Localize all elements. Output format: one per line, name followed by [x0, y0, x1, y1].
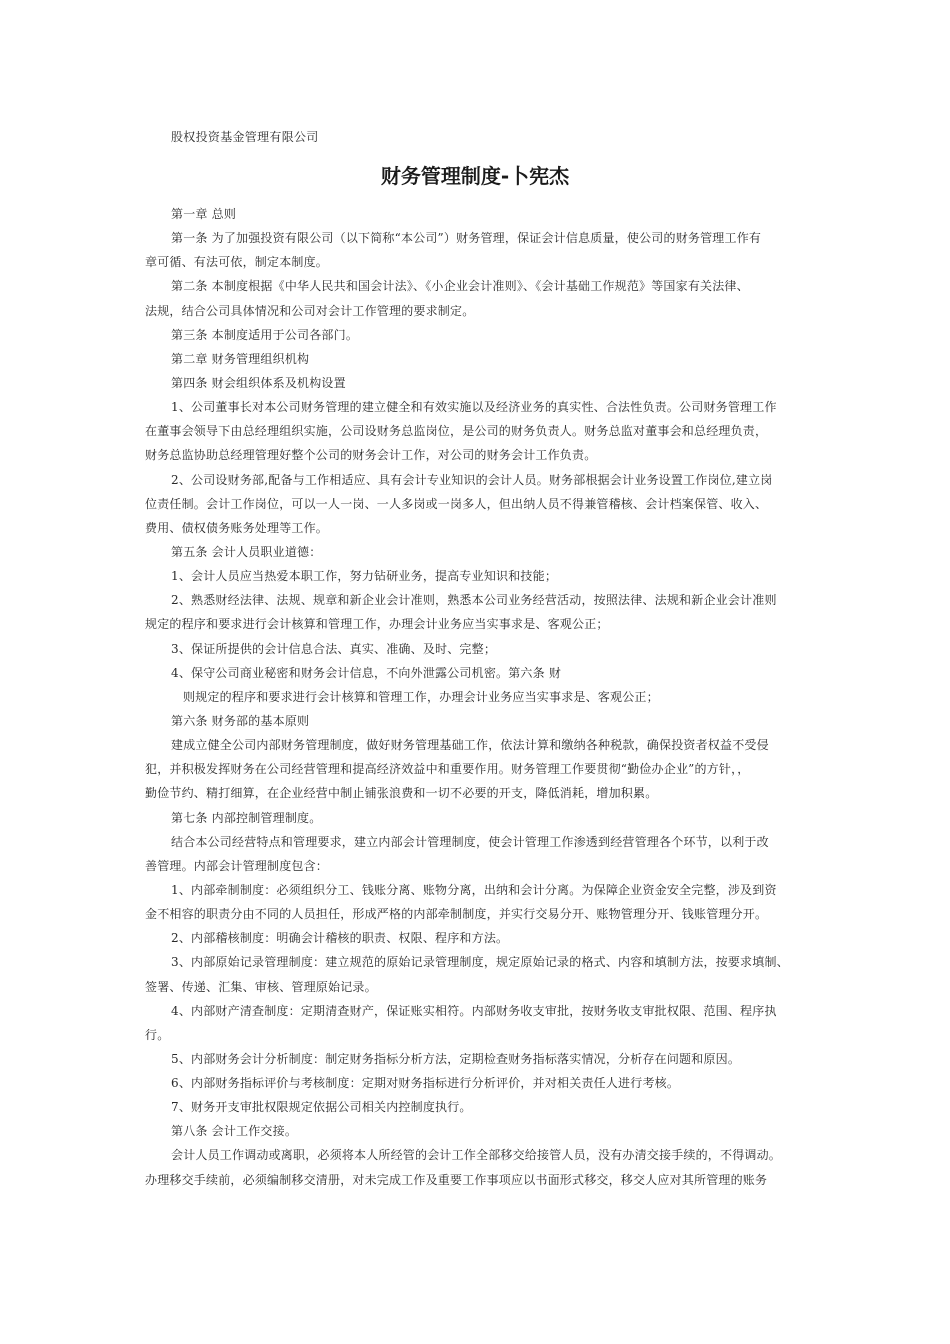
- paragraph-line: 勤俭节约、精打细算，在企业经营中制止铺张浪费和一切不必要的开支，降低消耗，增加积累。: [145, 786, 658, 801]
- paragraph-line: 第七条 内部控制管理制度。: [171, 810, 322, 825]
- document-body: [145, 202, 815, 1192]
- paragraph-line: 2、内部稽核制度：明确会计稽核的职责、权限、程序和方法。: [171, 931, 509, 946]
- paragraph-line: 第六条 财务部的基本原则: [171, 713, 310, 728]
- paragraph-line: 行。: [145, 1027, 170, 1042]
- paragraph-line: 7、财务开支审批权限规定依据公司相关内控制度执行。: [171, 1100, 472, 1115]
- paragraph-line: 位责任制。会计工作岗位，可以一人一岗、一人多岗或一岗多人，但出纳人员不得兼管稽核、会计档案保管、收入、: [145, 496, 768, 511]
- paragraph-line: 结合本公司经营特点和管理要求，建立内部会计管理制度，使会计管理工作渗透到经营管理各个环节，以利于改: [171, 834, 769, 849]
- paragraph-line: 建成立健全公司内部财务管理制度，做好财务管理基础工作，依法计算和缴纳各种税款，确保投资者权益不受侵: [171, 738, 769, 753]
- document-title: 财务管理制度-卜宪杰: [380, 164, 570, 188]
- paragraph-line: 签署、传递、汇集、审核、管理原始记录。: [145, 979, 377, 994]
- paragraph-line: 犯，并积极发挥财务在公司经营管理和提高经济效益中和重要作用。财务管理工作要贯彻“勤俭办企业”的方针，，: [145, 762, 750, 777]
- paragraph-line: 费用、债权债务账务处理等工作。: [145, 520, 329, 535]
- paragraph-line: 1、公司董事长对本公司财务管理的建立健全和有效实施以及经济业务的真实性、合法性负责。公司财务管理工作: [171, 400, 777, 415]
- paragraph-line: 则规定的程序和要求进行会计核算和管理工作，办理会计业务应当实事求是、客观公正；: [183, 689, 659, 704]
- paragraph-line: 第一条 为了加强投资有限公司（以下简称“本公司”）财务管理，保证会计信息质量，使公司的财务管理工作有: [171, 231, 762, 246]
- paragraph-line: 在董事会领导下由总经理组织实施，公司设财务总监岗位，是公司的财务负责人。财务总监对董事会和总经理负责，: [145, 424, 768, 439]
- company-name: 股权投资基金管理有限公司: [171, 130, 319, 144]
- paragraph-line: 3、保证所提供的会计信息合法、真实、准确、及时、完整；: [171, 641, 497, 656]
- paragraph-line: 4、内部财产清查制度：定期清查财产，保证账实相符。内部财务收支审批，按财务收支审批权限、范围、程序执: [171, 1003, 777, 1018]
- paragraph-line: 6、内部财务指标评价与考核制度：定期对财务指标进行分析评价，并对相关责任人进行考核。: [171, 1076, 680, 1091]
- paragraph-line: 5、内部财务会计分析制度：制定财务指标分析方法，定期检查财务指标落实情况，分析存在问题和原因。: [171, 1051, 741, 1066]
- paragraph-line: 1、会计人员应当热爱本职工作，努力钻研业务，提高专业知识和技能；: [171, 569, 558, 584]
- paragraph-line: 3、内部原始记录管理制度：建立规范的原始记录管理制度，规定原始记录的格式、内容和填制方法，按要求填制、: [171, 955, 789, 970]
- paragraph-line: 2、熟悉财经法律、法规、规章和新企业会计准则，熟悉本公司业务经营活动，按照法律、法规和新企业会计准则: [171, 593, 777, 608]
- paragraph-line: 4、保守公司商业秘密和财务会计信息，不向外泄露公司机密。第六条 财: [171, 665, 562, 680]
- paragraph-line: 法规，结合公司具体情况和公司对会计工作管理的要求制定。: [145, 303, 475, 318]
- paragraph-line: 第一章 总则: [171, 207, 237, 221]
- paragraph-line: 财务总监协助总经理管理好整个公司的财务会计工作，对公司的财务会计工作负责。: [145, 448, 597, 463]
- paragraph-line: 1、内部牵制制度：必须组织分工、钱账分离、账物分离，出纳和会计分离。为保障企业资金安全完整，涉及到资: [171, 882, 777, 897]
- paragraph-line: 第五条 会计人员职业道德：: [171, 544, 322, 559]
- paragraph-line: 2、公司设财务部,配备与工作相适应、具有会计专业知识的会计人员。财务部根据会计业务设置工作岗位,建立岗: [171, 472, 773, 487]
- paragraph-line: 金不相容的职责分由不同的人员担任，形成严格的内部牵制制度，并实行交易分开、账物管理分开、钱账管理分开。: [145, 907, 768, 922]
- paragraph-line: 章可循、有法可依，制定本制度。: [145, 255, 329, 270]
- paragraph-line: 第三条 本制度适用于公司各部门。: [171, 327, 359, 342]
- paragraph-line: 办理移交手续前，必须编制移交清册，对未完成工作及重要工作事项应以书面形式移交，移交人应对其所管理的账务: [145, 1172, 768, 1187]
- paragraph-line: 规定的程序和要求进行会计核算和管理工作，办理会计业务应当实事求是、客观公正；: [145, 617, 609, 632]
- paragraph-line: 第八条 会计工作交接。: [171, 1124, 298, 1139]
- paragraph-line: 第二章 财务管理组织机构: [171, 351, 310, 366]
- paragraph-line: 第二条 本制度根据《中华人民共和国会计法》、《小企业会计准则》、《会计基础工作规范》等国家有关法律、: [171, 279, 749, 294]
- paragraph-line: 会计人员工作调动或离职，必须将本人所经管的会计工作全部移交给接管人员，没有办清交接手续的，不得调动。: [171, 1148, 782, 1163]
- paragraph-line: 第四条 财会组织体系及机构设置: [171, 375, 346, 390]
- paragraph-line: 善管理。内部会计管理制度包含：: [145, 858, 329, 873]
